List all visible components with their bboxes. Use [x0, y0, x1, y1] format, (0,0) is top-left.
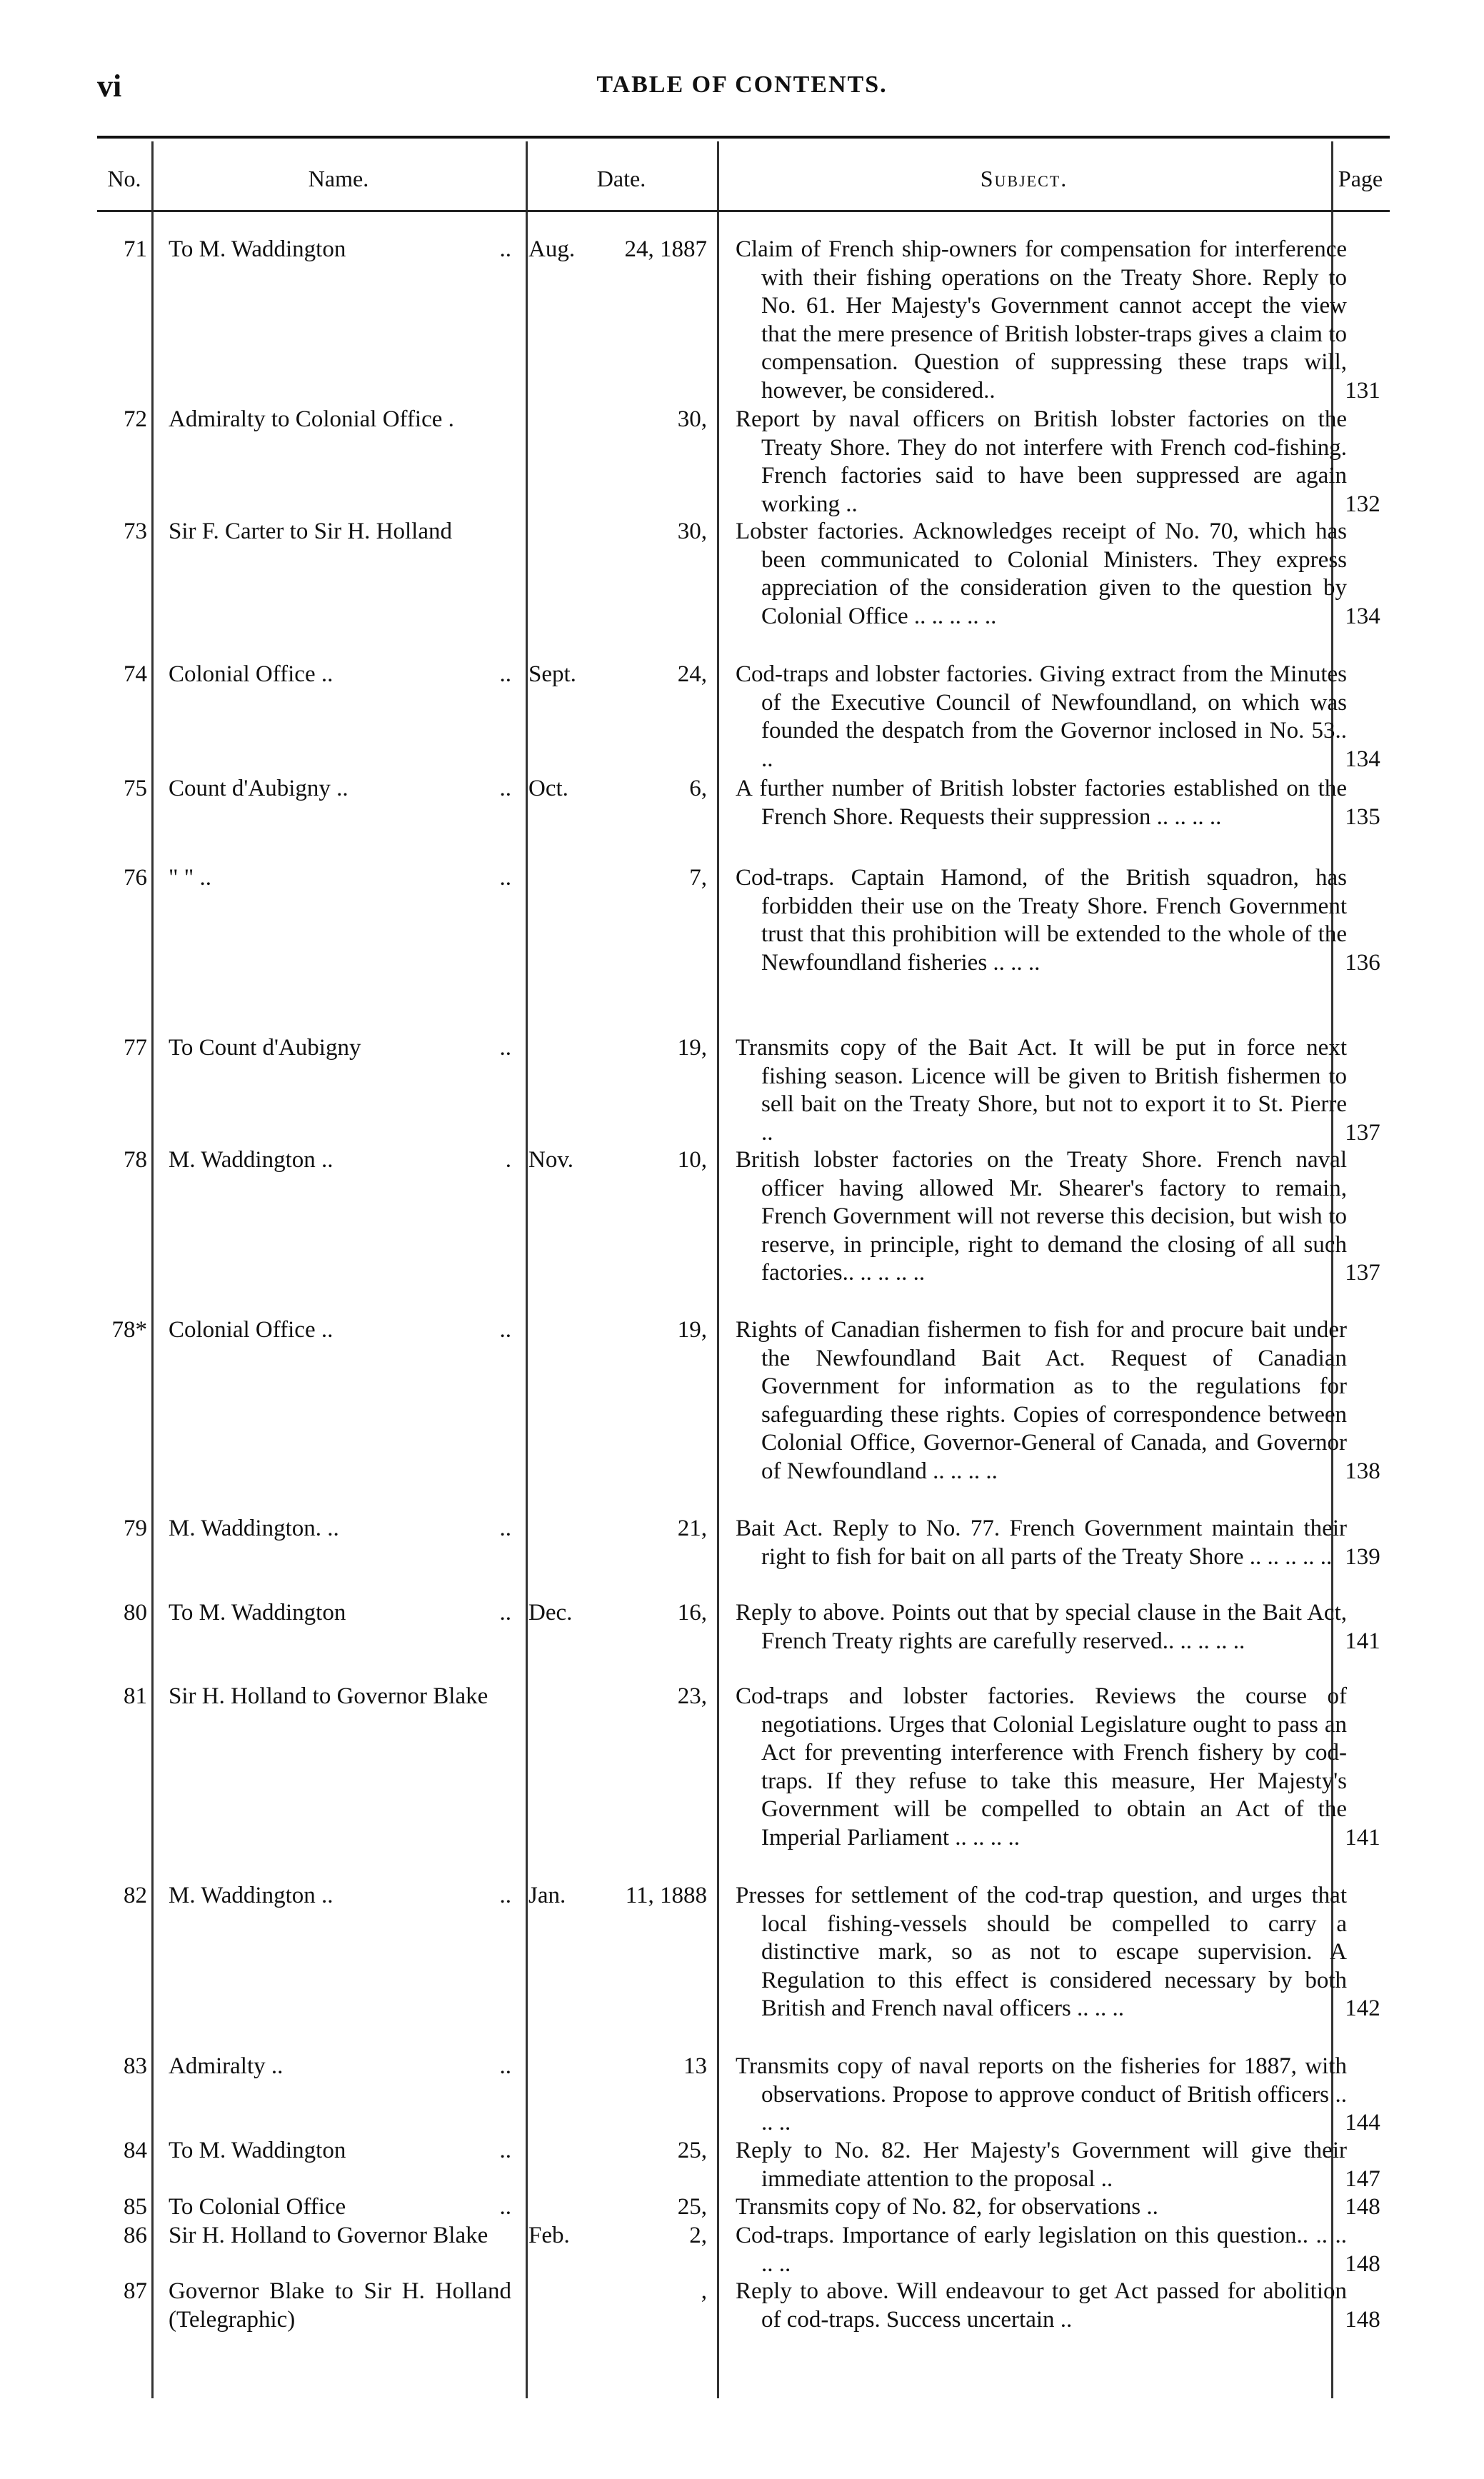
entry-number: 83	[124, 2053, 147, 2079]
entry-date-month: Nov.	[528, 1147, 573, 1173]
entry-name	[169, 2278, 511, 2334]
entry-number: 74	[124, 661, 147, 687]
entry-number: 79	[124, 1516, 147, 1541]
entry-name-text: Admiralty ..	[169, 2053, 284, 2079]
entry-number: 82	[124, 1883, 147, 1908]
column-divider	[151, 141, 154, 2398]
entry-name	[169, 1515, 511, 1543]
entry-subject: A further number of British lobster factories established on the French Shore. Requests their suppression .. .. .. ..	[736, 776, 1347, 830]
entry-subject: Report by naval officers on British lobster factories on the Treaty Shore. They do not interfere with French cod-fishing. French factories said to have been suppressed are again working ..	[736, 406, 1347, 517]
entry-date-month: Jan.	[528, 1883, 566, 1908]
entry-name	[169, 2193, 511, 2222]
entry-name-text: To M. Waddington	[169, 1600, 346, 1626]
entry-page: 148	[1345, 2306, 1380, 2333]
entry-page: 147	[1345, 2165, 1380, 2192]
entry-name-text: " " ..	[169, 865, 211, 891]
name-leader: ..	[499, 1317, 511, 1343]
entry-name-text: M. Waddington. ..	[169, 1516, 339, 1541]
entry-name-text: To M. Waddington	[169, 2138, 346, 2163]
entry-subject: British lobster factories on the Treaty Shore. French naval officer having allowed Mr. Shearer's factory to remain, French Government will not reverse this decision, but wish to reserve, in principle, right to demand the closing of all such factories.. .. .. .. ..	[736, 1147, 1347, 1286]
entry-date-month: Feb.	[528, 2223, 570, 2248]
entry-date-month: Sept.	[528, 661, 576, 687]
entry-page: 141	[1345, 1628, 1380, 1654]
entry-page: 137	[1345, 1119, 1380, 1146]
entry-name	[169, 775, 511, 803]
running-head: TABLE OF CONTENTS.	[596, 71, 888, 98]
entry-date-day: 6,	[689, 776, 707, 801]
entry-page: 134	[1345, 603, 1380, 629]
entry-date-day: 23,	[677, 1683, 707, 1709]
entry-number: 87	[124, 2278, 147, 2304]
entry-name	[169, 1882, 511, 1910]
entry-name	[169, 1316, 511, 1345]
column-divider	[717, 141, 719, 2398]
entry-name-text: Colonial Office ..	[169, 661, 334, 687]
entry-name-text: Sir H. Holland to Governor Blake	[169, 1683, 488, 1709]
entry-number: 76	[124, 865, 147, 891]
entry-name	[169, 236, 511, 264]
entry-number: 72	[124, 406, 147, 432]
entry-number: 86	[124, 2223, 147, 2248]
entry-name-text: M. Waddington ..	[169, 1147, 334, 1173]
page-number: vi	[97, 69, 122, 104]
entry-date-day: 25,	[677, 2138, 707, 2163]
entry-subject: Bait Act. Reply to No. 77. French Government maintain their right to fish for bait on all parts of the Treaty Shore .. .. .. .. ..	[736, 1516, 1347, 1570]
entry-subject: Reply to above. Points out that by special clause in the Bait Act, French Treaty rights are carefully reserved.. .. .. .. ..	[736, 1600, 1347, 1654]
entry-date-day: 24, 1887	[624, 236, 707, 262]
entry-subject: Cod-traps and lobster factories. Reviews the course of negotiations. Urges that Colonial Legislature ought to pass an Act for preventing interference with French fishery by cod-traps. If they refuse to take this measure, Her Majesty's Government will be compelled to obtain an Act of the Imperial Parliament .. .. .. ..	[736, 1683, 1347, 1851]
entry-subject: Transmits copy of naval reports on the fisheries for 1887, with observations. Propose to approve conduct of British officers .. .. ..	[736, 2053, 1347, 2135]
column-divider	[526, 141, 528, 2398]
entry-subject: Transmits copy of No. 82, for observations ..	[736, 2194, 1158, 2220]
entry-name-text: To M. Waddington	[169, 236, 346, 262]
entry-page: 142	[1345, 1995, 1380, 2021]
entry-number: 80	[124, 1600, 147, 1626]
entry-date-day: 10,	[677, 1147, 707, 1173]
entry-subject: Lobster factories. Acknowledges receipt of No. 70, which has been communicated to Colonial Ministers. They express appreciation of the consideration given to the question by Colonial Office .. .. .. .. ..	[736, 519, 1347, 629]
entry-page: 138	[1345, 1458, 1380, 1484]
entry-name	[169, 1034, 511, 1063]
entry-name	[169, 406, 511, 434]
entry-name	[169, 2222, 511, 2250]
name-leader: ..	[499, 2194, 511, 2220]
entry-date-day: 21,	[677, 1516, 707, 1541]
entry-date-day: 19,	[677, 1035, 707, 1061]
entry-date-day: 7,	[689, 865, 707, 891]
entry-name	[169, 1683, 511, 1711]
entry-subject: Presses for settlement of the cod-trap question, and urges that local fishing-vessels should be compelled to carry a distinctive mark, so as not to escape supervision. A Regulation to this effect is considered necessary by both British and French naval officers .. .. ..	[736, 1883, 1347, 2021]
entry-name	[169, 2053, 511, 2081]
entry-page: 148	[1345, 2194, 1380, 2220]
entry-subject: Cod-traps. Importance of early legislation on this question.. .. .. .. ..	[736, 2223, 1347, 2277]
entry-name	[169, 864, 511, 893]
entry-name-text: M. Waddington ..	[169, 1883, 334, 1908]
entry-date-day: 16,	[677, 1600, 707, 1626]
entry-name	[169, 1146, 511, 1175]
entry-date-day: 19,	[677, 1317, 707, 1343]
entry-subject: Reply to No. 82. Her Majesty's Government will give their immediate attention to the proposal ..	[736, 2138, 1347, 2192]
entry-name-text: Sir F. Carter to Sir H. Holland	[169, 519, 452, 544]
entry-date-month: Dec.	[528, 1600, 573, 1626]
name-leader: ..	[499, 236, 511, 262]
top-rule	[97, 136, 1390, 139]
entry-page: 139	[1345, 1543, 1380, 1570]
entry-number: 77	[124, 1035, 147, 1061]
entry-date-day: 24,	[677, 661, 707, 687]
entry-number: 78*	[111, 1317, 147, 1343]
entry-name-text: To Colonial Office	[169, 2194, 346, 2220]
header-name: Name.	[308, 166, 369, 191]
name-leader: ..	[499, 1035, 511, 1061]
entry-date-day: 13	[683, 2053, 707, 2079]
entry-name-text: Admiralty to Colonial Office .	[169, 406, 454, 432]
entry-date-day: 25,	[677, 2194, 707, 2220]
header-date: Date.	[596, 166, 646, 191]
entry-page: 134	[1345, 746, 1380, 772]
name-leader: ..	[499, 776, 511, 801]
entry-date-day: 11, 1888	[625, 1883, 707, 1908]
entry-name-text: Governor Blake to Sir H. Holland (Telegraphic)	[169, 2278, 511, 2333]
header-no: No.	[107, 166, 141, 191]
entry-subject: Cod-traps and lobster factories. Giving extract from the Minutes of the Executive Council of Newfoundland, on which was founded the despatch from the Governor inclosed in No. 53.. ..	[736, 661, 1347, 772]
entry-page: 141	[1345, 1824, 1380, 1851]
entry-subject: Reply to above. Will endeavour to get Act passed for abolition of cod-traps. Success uncertain ..	[736, 2278, 1347, 2333]
name-leader: ..	[499, 1883, 511, 1908]
entry-page: 131	[1345, 377, 1380, 404]
entry-number: 73	[124, 519, 147, 544]
entry-name-text: To Count d'Aubigny	[169, 1035, 361, 1061]
entry-number: 81	[124, 1683, 147, 1709]
name-leader: ..	[499, 2053, 511, 2079]
entry-name	[169, 2137, 511, 2165]
entry-name	[169, 1599, 511, 1628]
entry-date-month: Oct.	[528, 776, 568, 801]
entry-name	[169, 518, 511, 546]
entry-page: 132	[1345, 491, 1380, 517]
entry-date-day: ,	[701, 2278, 707, 2304]
entry-number: 75	[124, 776, 147, 801]
name-leader: ..	[499, 865, 511, 891]
entry-page: 148	[1345, 2250, 1380, 2277]
entry-subject: Rights of Canadian fishermen to fish for and procure bait under the Newfoundland Bait Act. Request of Canadian Government for information as to the regulations for safeguarding these rights. Copies of correspondence between Colonial Office, Governor-General of Canada, and Governor of Newfoundland .. .. .. ..	[736, 1317, 1347, 1484]
name-leader: .	[505, 1147, 511, 1173]
entry-number: 71	[124, 236, 147, 262]
entry-name-text: Sir H. Holland to Governor Blake	[169, 2223, 488, 2248]
entry-number: 85	[124, 2194, 147, 2220]
entry-page: 136	[1345, 949, 1380, 976]
name-leader: ..	[499, 2138, 511, 2163]
entry-name	[169, 661, 511, 689]
entry-date-day: 30,	[677, 406, 707, 432]
entry-date-day: 30,	[677, 519, 707, 544]
header-subject: Subject.	[980, 166, 1068, 191]
header-rule	[97, 210, 1390, 212]
name-leader: ..	[499, 1600, 511, 1626]
entry-subject: Claim of French ship-owners for compensation for interference with their fishing operations on the Treaty Shore. Reply to No. 61. Her Majesty's Government cannot accept the view that the mere presence of British lobster-traps gives a claim to compensation. Question of suppressing these traps will, however, be considered..	[736, 236, 1347, 404]
name-leader: ..	[499, 661, 511, 687]
header-page: Page	[1338, 166, 1383, 191]
entry-page: 135	[1345, 803, 1380, 830]
entry-page: 144	[1345, 2110, 1380, 2135]
entry-subject: Transmits copy of the Bait Act. It will be put in force next fishing season. Licence will be given to British fishermen to sell bait on the Treaty Shore, but not to export it to St. Pierre ..	[736, 1035, 1347, 1146]
name-leader: ..	[499, 1516, 511, 1541]
entry-page: 137	[1345, 1260, 1380, 1286]
entry-name-text: Count d'Aubigny ..	[169, 776, 349, 801]
entry-subject: Cod-traps. Captain Hamond, of the British squadron, has forbidden their use on the Treaty Shore. French Government trust that this prohibition will be extended to the whole of the Newfoundland fisheries .. .. ..	[736, 865, 1347, 976]
entry-number: 78	[124, 1147, 147, 1173]
entry-name-text: Colonial Office ..	[169, 1317, 334, 1343]
entry-date-month: Aug.	[528, 236, 576, 262]
entry-number: 84	[124, 2138, 147, 2163]
entry-date-day: 2,	[689, 2223, 707, 2248]
